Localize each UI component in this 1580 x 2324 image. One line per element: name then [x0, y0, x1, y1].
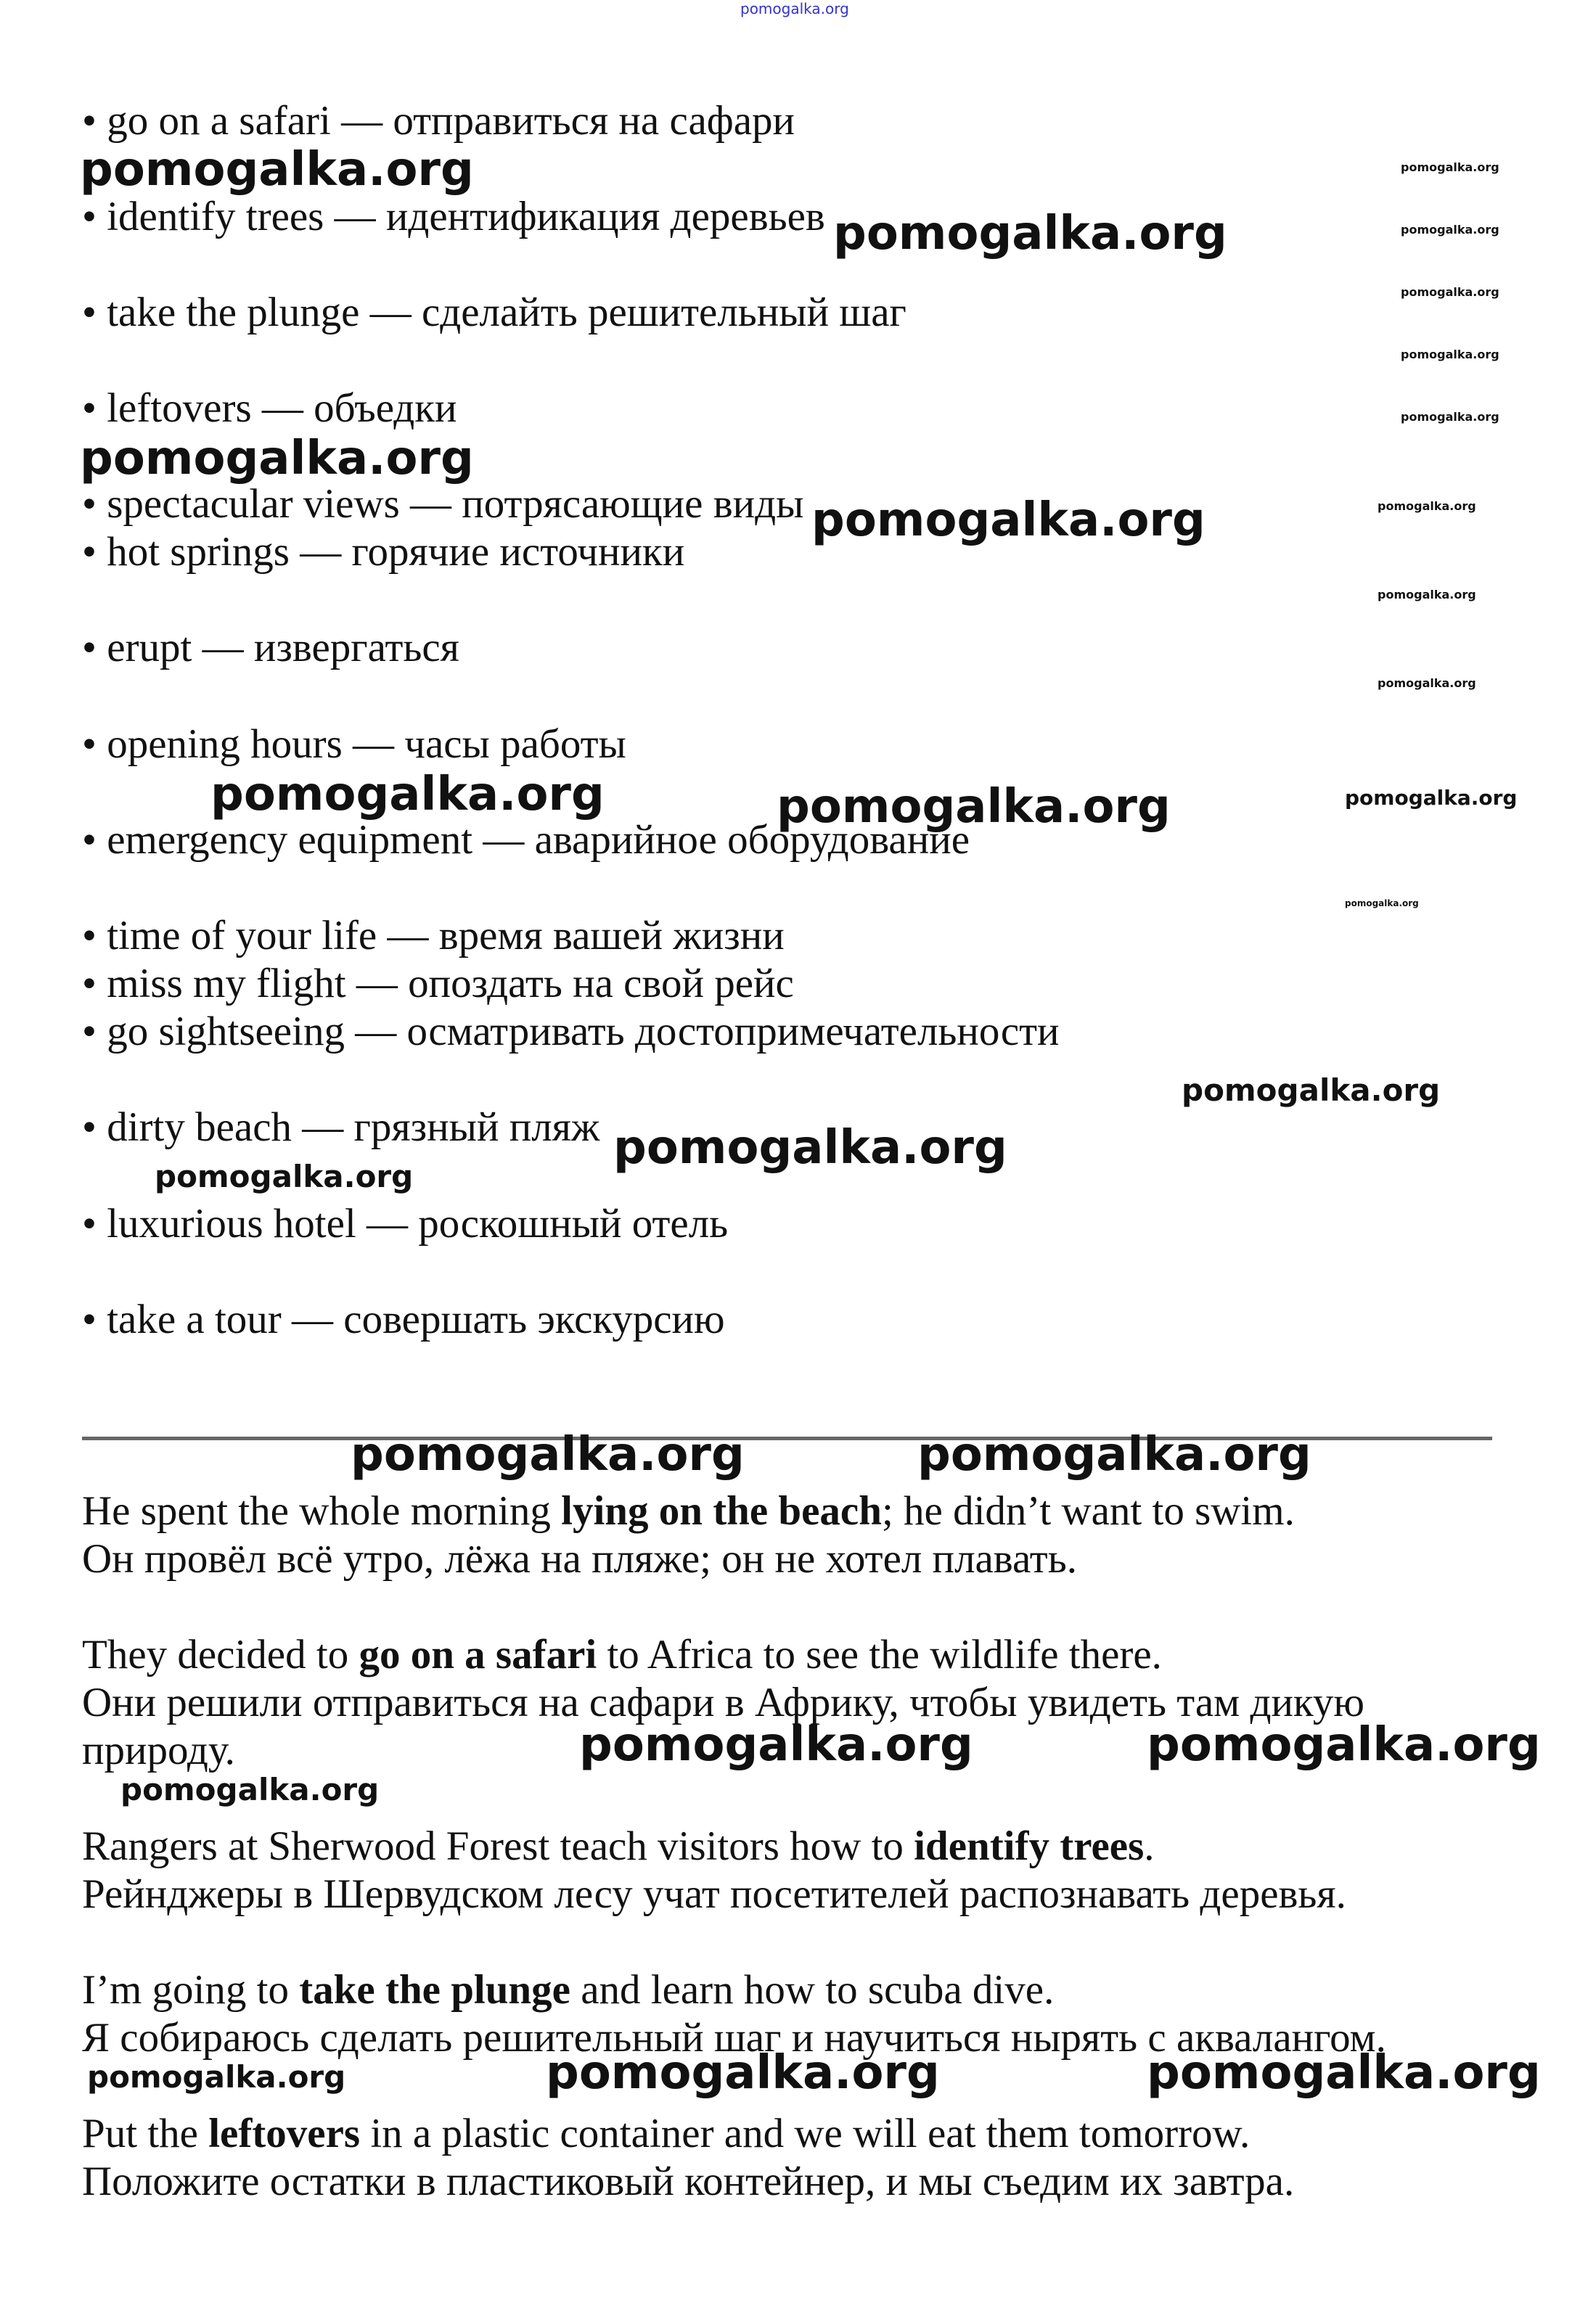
example-en: He spent the whole morning lying on the beach; he didn’t want to swim. — [82, 1488, 1295, 1534]
watermark: pomogalka.org — [1147, 2046, 1541, 2100]
vocab-item: • spectacular views — потрясающие виды — [82, 481, 804, 527]
vocab-item: • erupt — извергаться — [82, 625, 459, 670]
vocab-item: • luxurious hotel — роскошный отель — [82, 1201, 729, 1247]
vocab-item: • go on a safari — отправиться на сафари — [82, 98, 795, 144]
watermark: pomogalka.org — [1345, 786, 1518, 810]
example-ru: Он провёл всё утро, лёжа на пляже; он не хотел плавать. — [82, 1536, 1077, 1582]
watermark: pomogalka.org — [155, 1159, 414, 1194]
watermark: pomogalka.org — [80, 432, 474, 485]
watermark: pomogalka.org — [613, 1121, 1007, 1175]
example-ru: Рейнджеры в Шервудском лесу учат посетителей распознавать деревья. — [82, 1871, 1346, 1917]
example-en: They decided to go on a safari to Africa to see the wildlife there. — [82, 1632, 1162, 1678]
watermark: pomogalka.org — [120, 1772, 380, 1807]
vocab-item: • opening hours — часы работы — [82, 721, 626, 767]
watermark: pomogalka.org — [80, 143, 474, 197]
example-ru: Я собираюсь сделать решительный шаг и научиться нырять с аквалангом. — [82, 2015, 1386, 2061]
watermark: pomogalka.org — [351, 1428, 745, 1482]
vocab-item: • dirty beach — грязный пляж — [82, 1104, 600, 1150]
watermark: pomogalka.org — [1401, 285, 1499, 299]
watermark: pomogalka.org — [833, 207, 1227, 260]
example-ru: Они решили отправиться на сафари в Африку, чтобы увидеть там дикую — [82, 1680, 1364, 1725]
example-en: I’m going to take the plunge and learn how to scuba dive. — [82, 1967, 1055, 2013]
watermark: pomogalka.org — [1182, 1072, 1441, 1108]
vocab-item: • hot springs — горячие источники — [82, 529, 685, 575]
vocab-item: • identify trees — идентификация деревьев — [82, 194, 825, 239]
header-watermark: pomogalka.org — [740, 0, 849, 17]
watermark: pomogalka.org — [1147, 1718, 1541, 1772]
example-en: Rangers at Sherwood Forest teach visitors how to identify trees. — [82, 1823, 1155, 1869]
watermark: pomogalka.org — [811, 493, 1206, 547]
watermark: pomogalka.org — [1401, 160, 1499, 174]
watermark: pomogalka.org — [579, 1718, 973, 1772]
vocab-item: • emergency equipment — аварийное оборудование — [82, 817, 970, 863]
example-en: Put the leftovers in a plastic container and we will eat them tomorrow. — [82, 2111, 1251, 2156]
watermark: pomogalka.org — [210, 768, 605, 821]
vocab-item: • take a tour — совершать экскурсию — [82, 1297, 725, 1342]
vocab-item: • miss my flight — опоздать на свой рейс — [82, 961, 794, 1006]
watermark: pomogalka.org — [917, 1428, 1311, 1482]
watermark: pomogalka.org — [1401, 348, 1499, 361]
watermark: pomogalka.org — [546, 2046, 940, 2100]
watermark: pomogalka.org — [1378, 676, 1476, 690]
watermark: pomogalka.org — [1378, 499, 1476, 513]
vocab-item: • time of your life — время вашей жизни — [82, 913, 785, 958]
vocab-item: • go sightseeing — осматривать достопримечательности — [82, 1009, 1060, 1054]
watermark: pomogalka.org — [87, 2059, 346, 2095]
example-ru-continued: природу. — [82, 1728, 235, 1773]
watermark: pomogalka.org — [1401, 410, 1499, 424]
watermark: pomogalka.org — [1345, 898, 1419, 908]
watermark: pomogalka.org — [777, 780, 1171, 834]
vocab-item: • leftovers — объедки — [82, 385, 457, 431]
example-ru: Положите остатки в пластиковый контейнер, и мы съедим их завтра. — [82, 2159, 1295, 2204]
watermark: pomogalka.org — [1401, 223, 1499, 237]
watermark: pomogalka.org — [1378, 588, 1476, 601]
vocab-item: • take the plunge — сделайть решительный шаг — [82, 290, 906, 335]
